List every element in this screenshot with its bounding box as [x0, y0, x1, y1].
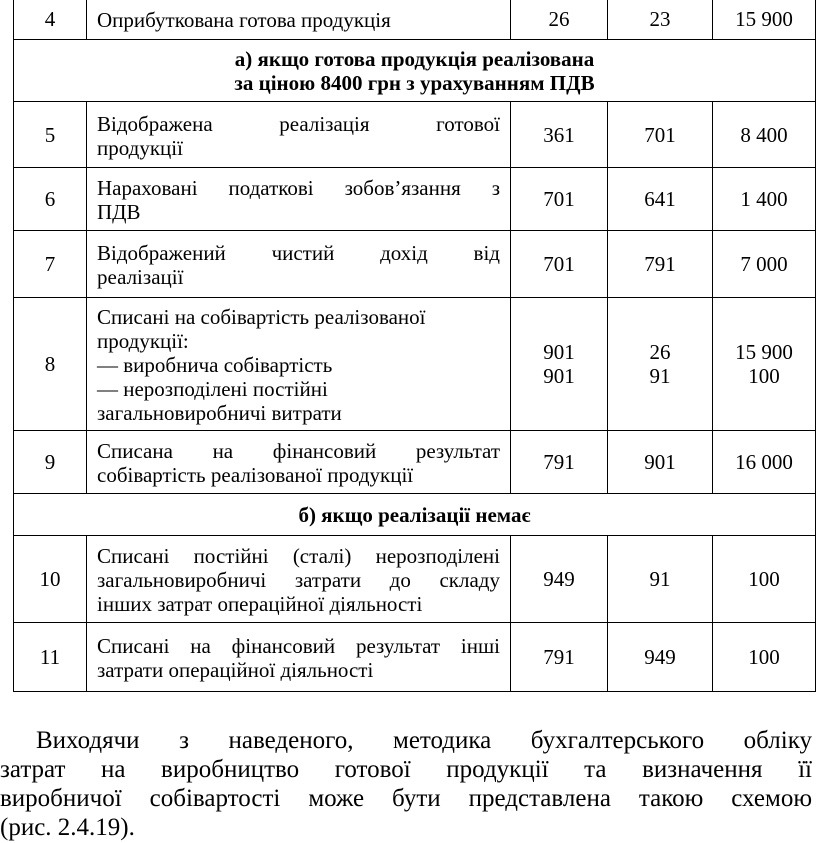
table-row [14, 231, 816, 298]
section-header-row [14, 494, 816, 536]
debit-account: 26 [511, 0, 608, 40]
debit-account: 361 [511, 102, 608, 168]
amount: 100 [713, 623, 816, 692]
row-number: 9 [14, 431, 87, 494]
credit-account: 949 [608, 623, 713, 692]
debit-account: 791 [511, 431, 608, 494]
row-number: 7 [14, 231, 87, 298]
operation-description: Списані на фінансовий результат інші затрати операційної діяльності [87, 623, 511, 692]
operation-description: Списані постійні (сталі) нерозподілені загальновиробничі затрати до складу інших затрат операційної діяльності [87, 536, 511, 623]
table-row [14, 623, 816, 692]
credit-account: 23 [608, 0, 713, 40]
row-number: 10 [14, 536, 87, 623]
debit-account: 701 [511, 168, 608, 231]
credit-account: 701 [608, 102, 713, 168]
amount: 7 000 [713, 231, 816, 298]
table-row [14, 298, 816, 431]
journal-entries-table [13, 0, 816, 692]
paragraph-line: Виходячи з наведеного, методика бухгалтерського обліку [36, 727, 812, 754]
amount: 100 [713, 536, 816, 623]
row-number: 11 [14, 623, 87, 692]
credit-account: 641 [608, 168, 713, 231]
paragraph-line: (рис. 2.4.19). [0, 814, 135, 841]
credit-account: 91 [608, 536, 713, 623]
credit-account: 901 [608, 431, 713, 494]
paragraph-line: виробничої собівартості може бути представлена такою схемою [0, 785, 812, 812]
body-paragraph [0, 726, 812, 842]
credit-account: 26 91 [608, 298, 713, 431]
debit-account: 949 [511, 536, 608, 623]
debit-account: 791 [511, 623, 608, 692]
debit-account: 901 901 [511, 298, 608, 431]
operation-description: Списані на собівартість реалізованої продукції: — виробнича собівартість — нерозподілені постійні загальновиробничі витрати [87, 298, 511, 431]
row-number: 5 [14, 102, 87, 168]
operation-description: Списана на фінансовий результат собівартість реалізованої продукції [87, 431, 511, 494]
table-row [14, 0, 816, 40]
amount: 8 400 [713, 102, 816, 168]
amount: 15 900 [713, 0, 816, 40]
section-header-row [14, 40, 816, 102]
table-row [14, 536, 816, 623]
row-number: 4 [14, 0, 87, 40]
amount: 16 000 [713, 431, 816, 494]
paragraph-line: затрат на виробництво готової продукції та визначення її [0, 756, 812, 783]
row-number: 8 [14, 298, 87, 431]
operation-description: Нараховані податкові зобов’язання з ПДВ [87, 168, 511, 231]
section-title: а) якщо готова продукція реалізована за ціною 8400 грн з урахуванням ПДВ [14, 40, 816, 102]
table-row [14, 102, 816, 168]
amount: 1 400 [713, 168, 816, 231]
table-row [14, 431, 816, 494]
section-title: б) якщо реалізації немає [14, 494, 816, 536]
debit-account: 701 [511, 231, 608, 298]
table-row [14, 168, 816, 231]
operation-description: Оприбуткована готова продукція [87, 0, 511, 40]
amount: 15 900 100 [713, 298, 816, 431]
credit-account: 791 [608, 231, 713, 298]
operation-description: Відображений чистий дохід від реалізації [87, 231, 511, 298]
row-number: 6 [14, 168, 87, 231]
operation-description: Відображена реалізація готової продукції [87, 102, 511, 168]
